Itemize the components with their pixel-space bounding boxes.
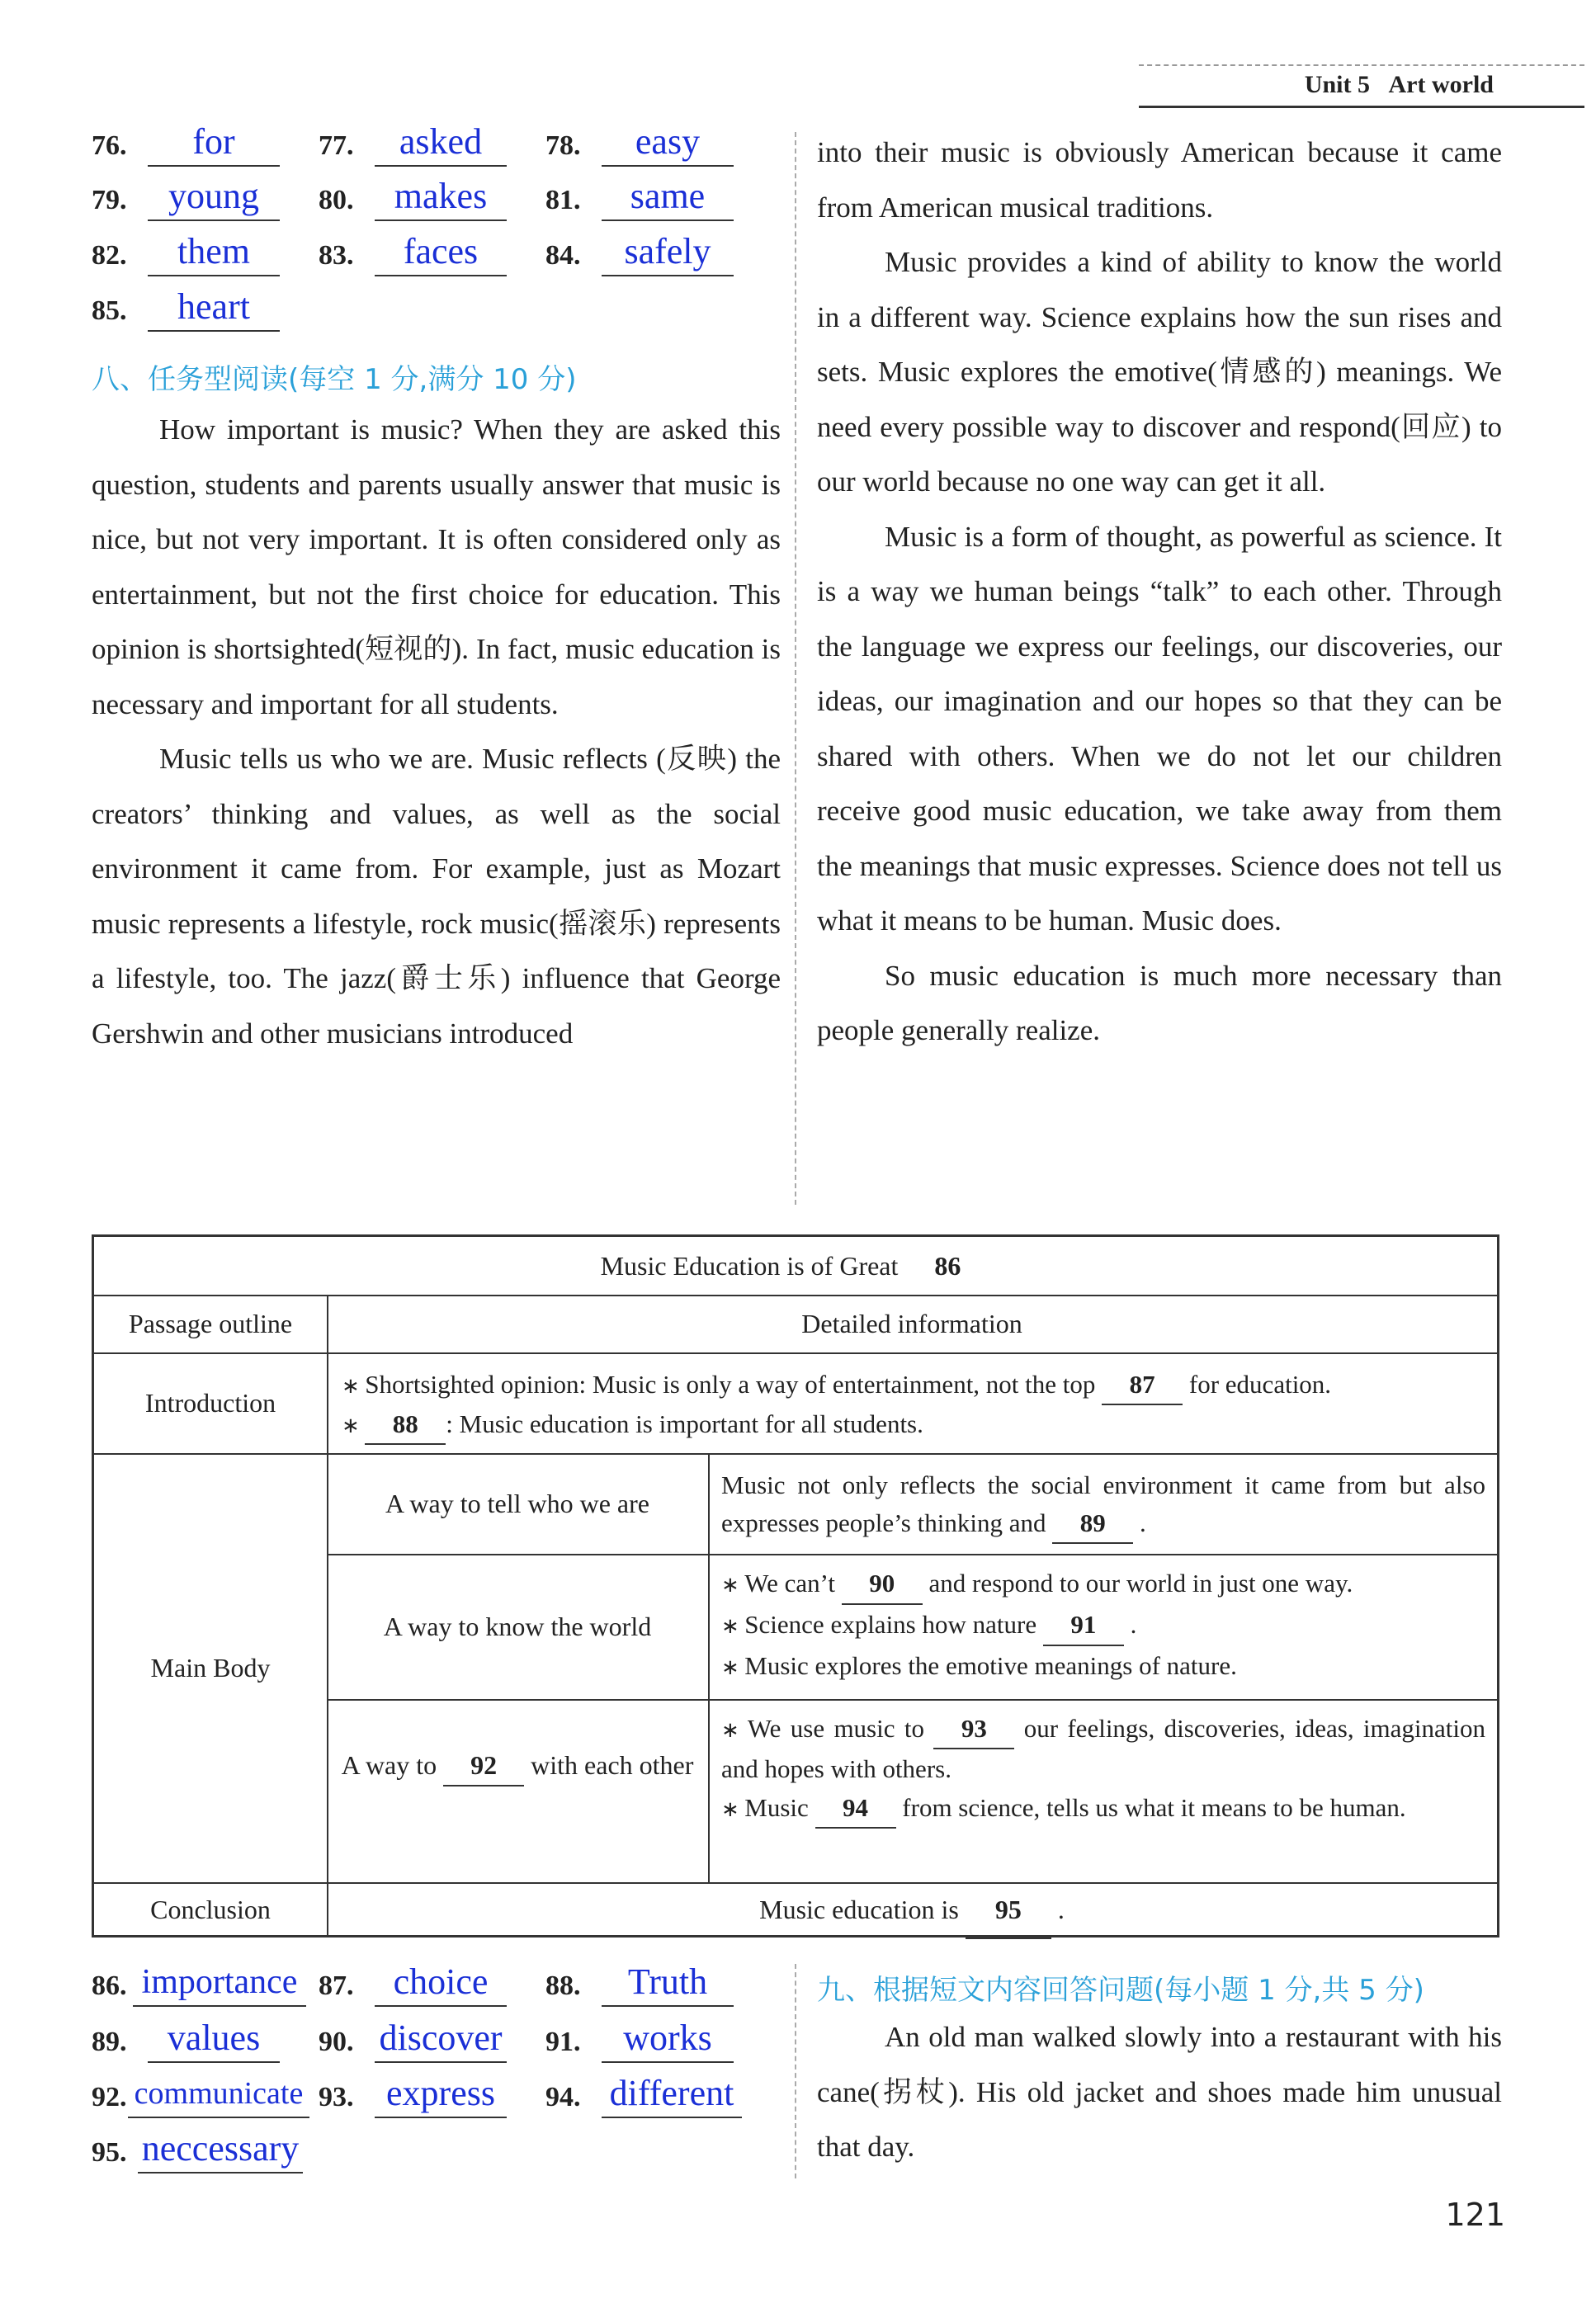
column-divider [795,1964,796,2178]
answer-number: 95. [92,2137,127,2168]
blank-89: 89 [1052,1504,1133,1544]
row2-line3: Music explores the emotive meanings of nature. [744,1651,1237,1680]
answer-number: 92. [92,2082,127,2112]
answer-value: importance [133,1959,306,2007]
intro-line1-text: Shortsighted opinion: Music is only a way of entertainment, not the top [365,1370,1096,1399]
answer-value: works [602,2015,734,2063]
blank-92: 92 [443,1745,524,1786]
row3-line1-post: our feelings, discoveries, ideas, imagination and hopes with others. [721,1714,1486,1783]
col-header-detail: Detailed information [801,1309,1022,1338]
passage-right-column [817,125,1502,1059]
unit-topic: Art world [1388,71,1494,98]
answer-value: values [148,2015,280,2063]
unit-title [1305,71,1494,99]
answer-value: makes [375,173,507,221]
answer-value: heart [148,284,280,332]
row3-detail: ∗ We use music to 93 our feelings, discoveries, ideas, imagination and hopes with others. ∗ Music 94 from science, tells us what it means to be human. [721,1709,1485,1829]
answer-value: for [148,119,280,167]
answer-value: them [148,229,280,276]
section-9-passage [817,2010,1502,2175]
answer-value: easy [602,119,734,167]
row1-detail: Music not only reflects the social environment it came from but also expresses people’s thinking and 89 . [721,1466,1485,1544]
intro-label: Introduction [144,1388,276,1418]
row3-label-pre: A way to [341,1750,437,1780]
answer-number: 87. [319,1971,354,2001]
paragraph: Music provides a kind of ability to know the world in a different way. Science explains how the sun rises and sets. Music explores the emotive(情感的) meanings. We need every possible way to discover and respond(回应) to our world because no one way can get it all. [817,246,1502,498]
section-8-title: 八、任务型阅读(每空 1 分,满分 10 分) [92,363,577,396]
answer-value: safely [602,229,734,276]
blank-90: 90 [842,1564,923,1605]
answer-value: different [602,2070,742,2118]
answer-number: 89. [92,2027,127,2057]
row2-line2-pre: Science explains how nature [744,1610,1037,1639]
paragraph: So music education is much more necessary than people generally realize. [817,959,1502,1046]
answer-value: same [602,173,734,221]
col-header-outline: Passage outline [128,1309,293,1338]
answer-number: 83. [319,240,354,271]
row3-line2-post: from science, tells us what it means to be human. [902,1793,1406,1822]
column-divider [795,132,796,1205]
table-title-text: Music Education is of Great [600,1251,899,1281]
answer-number: 93. [319,2082,354,2112]
row3-label-post: with each other [531,1750,694,1780]
main-body-label: Main Body [150,1653,271,1683]
conclusion-text: Music education is [759,1895,959,1924]
row2-line1-pre: We can’t [744,1569,835,1598]
row3-line2-pre: Music [744,1793,809,1822]
row1-label: A way to tell who we are [385,1489,649,1518]
answer-number: 76. [92,130,127,161]
paragraph: How important is music? When they are asked this question, students and parents usually answer that music is nice, but not very important. It is often considered only as entertainment, but not the first choice for education. This opinion is shortsighted(短视的). In fact, music education is necessary and important for all students. [92,413,781,720]
answer-number: 91. [545,2027,581,2057]
row1-detail-text: Music not only reflects the social environment it came from but also expresses people’s thinking and [721,1470,1485,1537]
answer-value: discover [375,2015,507,2063]
conclusion-detail: Music education is 95 . [327,1882,1497,1937]
answer-number: 80. [319,185,354,215]
row3-line1-pre: We use music to [747,1714,924,1743]
answer-number: 82. [92,240,127,271]
row2-detail: ∗ We can’t 90 and respond to our world in just one way. ∗ Science explains how nature 91 . ∗ Music explores the emotive meanings of nature. [721,1564,1485,1687]
answer-value: Truth [602,1959,734,2007]
answer-value: neccessary [138,2126,303,2173]
answer-number: 90. [319,2027,354,2057]
answer-value: communicate [128,2070,309,2118]
answer-value: faces [375,229,507,276]
answer-number: 85. [92,295,127,326]
answer-number: 78. [545,130,581,161]
answer-number: 79. [92,185,127,215]
answer-value: choice [375,1959,507,2007]
answer-number: 81. [545,185,581,215]
page-header [1139,64,1584,108]
answer-value: express [375,2070,507,2118]
unit-label: Unit 5 [1304,71,1371,98]
blank-88: 88 [365,1405,446,1445]
blank-87: 87 [1102,1366,1183,1405]
row2-line1-post: and respond to our world in just one way. [928,1569,1353,1598]
intro-detail: ∗ Shortsighted opinion: Music is only a way of entertainment, not the top 87 for education. ∗ 88 : Music education is important for all students. [342,1366,1484,1445]
row2-label: A way to know the world [383,1612,652,1641]
paragraph: Music is a form of thought, as powerful as science. It is a way we human beings “talk” to each other. Through the language we express our feelings, our discoveries, our ideas, our imagination and our hopes so that they can be shared with others. When we do not let our children receive good music education, we take away from them the meanings that music expresses. Science does not tell us what it means to be human. Music does. [817,520,1502,937]
intro-line2-text: : Music education is important for all students. [446,1409,923,1438]
section-9-title: 九、根据短文内容回答问题(每小题 1 分,共 5 分) [817,1974,1424,2007]
outline-table [92,1234,1499,1937]
blank-91: 91 [1043,1605,1124,1646]
row3-label [327,1745,708,1786]
passage-left-column [92,403,781,1061]
conclusion-label: Conclusion [150,1895,271,1924]
answer-value: young [148,173,280,221]
answer-number: 77. [319,130,354,161]
answer-number: 84. [545,240,581,271]
intro-line1-post: for education. [1188,1370,1332,1399]
paragraph: An old man walked slowly into a restaurant with his cane(拐杖). His old jacket and shoes made him unusual that day. [817,2021,1502,2163]
answer-value: asked [375,119,507,167]
answer-number: 88. [545,1971,581,2001]
blank-86: 86 [904,1237,990,1296]
paragraph: into their music is obviously American because it came from American musical traditions. [817,136,1502,224]
paragraph: Music tells us who we are. Music reflects (反映) the creators’ thinking and values, as well as the social environment it came from. For example, just as Mozart music represents a lifestyle, rock music(摇滚乐) represents a lifestyle, too. The jazz(爵士乐) influence that George Gershwin and other musicians introduced [92,743,781,1050]
blank-94: 94 [815,1788,896,1829]
answer-number: 94. [545,2082,581,2112]
table-title [94,1237,1497,1295]
blank-93: 93 [933,1709,1014,1749]
answer-number: 86. [92,1971,127,2001]
page-number: 121 [1445,2197,1505,2233]
blank-95: 95 [966,1882,1051,1939]
